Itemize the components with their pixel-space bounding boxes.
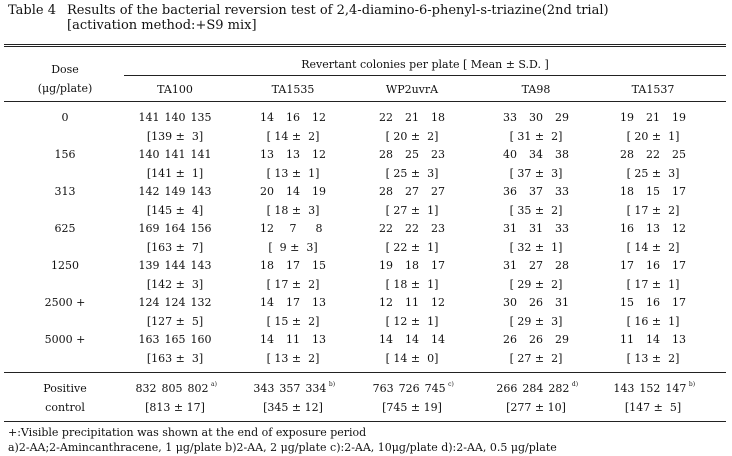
- plate-count: 284: [522, 382, 544, 395]
- plate-count: 18: [260, 259, 274, 272]
- plate-count: 805: [161, 382, 183, 395]
- plate-count: 144: [164, 259, 186, 272]
- plate-count: 28: [379, 185, 393, 198]
- plate-count: 13: [672, 333, 686, 346]
- dose-header: Dose: [51, 63, 79, 76]
- plate-counts: [353, 111, 471, 124]
- plate-count: 25: [672, 148, 686, 161]
- plate-count: 135: [190, 111, 212, 124]
- mean-sd: [ 27 ± 1]: [385, 204, 439, 217]
- plate-count: 26: [529, 296, 543, 309]
- mean-sd: [ 14 ± 0]: [385, 352, 439, 365]
- mean-sd: [163 ± 7]: [146, 241, 204, 254]
- mean-sd: [ 25 ± 3]: [385, 167, 439, 180]
- table-caption: [8, 3, 609, 33]
- mean-sd: [ 14 ± 2]: [626, 241, 680, 254]
- plate-count: 147: [665, 382, 687, 395]
- plate-count: 19: [672, 111, 686, 124]
- plate-counts: [477, 148, 595, 161]
- plate-counts: [116, 333, 234, 346]
- plate-counts: [116, 148, 234, 161]
- plate-count: 31: [503, 222, 517, 235]
- plate-counts: [477, 222, 595, 235]
- plate-count: 802: [187, 382, 209, 395]
- plate-count: 12: [260, 222, 274, 235]
- plate-count: 334: [305, 382, 327, 395]
- plate-counts: [477, 185, 595, 198]
- plate-counts: [234, 222, 352, 235]
- plate-count: 19: [312, 185, 326, 198]
- plate-counts: [353, 296, 471, 309]
- plate-count: 27: [405, 185, 419, 198]
- plate-count: 12: [312, 148, 326, 161]
- mean-sd: [145 ± 4]: [146, 204, 204, 217]
- mean-sd: [147 ± 5]: [624, 401, 682, 414]
- plate-counts: [353, 148, 471, 161]
- plate-count: 37: [529, 185, 543, 198]
- plate-count: 16: [620, 222, 634, 235]
- plate-count: 143: [190, 185, 212, 198]
- plate-count: 22: [646, 148, 660, 161]
- plate-count: 22: [379, 111, 393, 124]
- plate-count: 31: [555, 296, 569, 309]
- plate-count: 13: [312, 296, 326, 309]
- plate-count: 23: [431, 222, 445, 235]
- plate-count: 832: [135, 382, 157, 395]
- plate-counts: [353, 333, 471, 346]
- plate-count: 152: [639, 382, 661, 395]
- plate-count: 19: [620, 111, 634, 124]
- plate-count: 14: [286, 185, 300, 198]
- mean-sd: [127 ± 5]: [146, 315, 204, 328]
- plate-counts: [477, 259, 595, 272]
- plate-counts: [477, 333, 595, 346]
- dose-value: 0: [61, 111, 69, 124]
- plate-count: 141: [190, 148, 212, 161]
- plate-counts: [594, 111, 712, 124]
- plate-counts: [477, 382, 595, 395]
- mean-sd: [ 18 ± 1]: [385, 278, 439, 291]
- plate-count: 17: [620, 259, 634, 272]
- header-rule: [4, 101, 726, 102]
- mean-sd: [ 9 ± 3]: [268, 241, 318, 254]
- plate-counts: [116, 296, 234, 309]
- mean-sd: [813 ± 17]: [145, 401, 205, 414]
- plate-count: 17: [431, 259, 445, 272]
- mean-sd: [ 29 ± 2]: [509, 278, 563, 291]
- plate-count: 142: [138, 185, 160, 198]
- mean-sd: [163 ± 3]: [146, 352, 204, 365]
- plate-count: 140: [138, 148, 160, 161]
- plate-count: 18: [431, 111, 445, 124]
- mean-sd: [ 22 ± 1]: [385, 241, 439, 254]
- plate-count: 19: [379, 259, 393, 272]
- plate-count: 141: [138, 111, 160, 124]
- plate-count: 31: [503, 259, 517, 272]
- plate-count: 22: [379, 222, 393, 235]
- plate-count: 29: [555, 111, 569, 124]
- plate-count: 149: [164, 185, 186, 198]
- positive-control-label: control: [45, 401, 85, 414]
- plate-count: 18: [405, 259, 419, 272]
- plate-counts: [594, 296, 712, 309]
- mean-sd: [ 32 ± 1]: [509, 241, 563, 254]
- mean-sd: [ 14 ± 2]: [266, 130, 320, 143]
- plate-count: 16: [646, 296, 660, 309]
- footnote-marker: a): [211, 381, 217, 389]
- plate-count: 17: [672, 259, 686, 272]
- mean-sd: [277 ± 10]: [506, 401, 566, 414]
- mean-sd: [ 17 ± 1]: [626, 278, 680, 291]
- table-bottom-rule: [4, 421, 726, 422]
- mean-sd: [ 13 ± 2]: [266, 352, 320, 365]
- plate-count: 8: [315, 222, 323, 235]
- plate-counts: [353, 259, 471, 272]
- plate-count: 30: [503, 296, 517, 309]
- plate-count: 18: [620, 185, 634, 198]
- plate-counts: [234, 296, 352, 309]
- table-title: Results of the bacterial reversion test of 2,4-diamino-6-phenyl-s-triazine(2nd trial): [67, 3, 609, 18]
- strain-header: TA100: [157, 83, 193, 96]
- plate-count: 12: [312, 111, 326, 124]
- strain-header: TA98: [521, 83, 551, 96]
- plate-count: 7: [289, 222, 297, 235]
- plate-count: 28: [555, 259, 569, 272]
- plate-count: 12: [431, 296, 445, 309]
- mean-sd: [345 ± 12]: [263, 401, 323, 414]
- mean-sd: [ 17 ± 2]: [266, 278, 320, 291]
- mean-sd: [ 37 ± 3]: [509, 167, 563, 180]
- plate-count: 31: [529, 222, 543, 235]
- plate-count: 164: [164, 222, 186, 235]
- plate-count: 156: [190, 222, 212, 235]
- plate-counts: [594, 222, 712, 235]
- plate-count: 13: [260, 148, 274, 161]
- positive-rule: [4, 372, 726, 373]
- dose-value: 156: [54, 148, 76, 161]
- mean-sd: [ 29 ± 3]: [509, 315, 563, 328]
- plate-count: 141: [164, 148, 186, 161]
- plate-count: 40: [503, 148, 517, 161]
- plate-count: 20: [260, 185, 274, 198]
- plate-count: 13: [646, 222, 660, 235]
- plate-counts: [594, 259, 712, 272]
- plate-count: 36: [503, 185, 517, 198]
- plate-count: 169: [138, 222, 160, 235]
- plate-count: 17: [286, 296, 300, 309]
- plate-count: 15: [646, 185, 660, 198]
- plate-count: 15: [620, 296, 634, 309]
- mean-sd: [ 12 ± 1]: [385, 315, 439, 328]
- positive-control-label: Positive: [43, 382, 87, 395]
- plate-counts: [353, 185, 471, 198]
- plate-count: 165: [164, 333, 186, 346]
- plate-counts: [234, 111, 352, 124]
- footnote-marker: b): [328, 381, 336, 389]
- footnote-marker: d): [571, 381, 579, 389]
- plate-count: 763: [372, 382, 394, 395]
- plate-count: 21: [405, 111, 419, 124]
- plate-count: 14: [260, 296, 274, 309]
- plate-counts: [116, 382, 234, 395]
- plate-count: 282: [548, 382, 570, 395]
- plate-count: 124: [138, 296, 160, 309]
- plate-counts: [234, 333, 352, 346]
- dose-value: 2500 +: [44, 296, 86, 309]
- plate-counts: [594, 382, 712, 395]
- footnote-precipitation: +:Visible precipitation was shown at the end of exposure period: [8, 426, 367, 439]
- plate-count: 160: [190, 333, 212, 346]
- dose-value: 625: [54, 222, 76, 235]
- plate-count: 12: [379, 296, 393, 309]
- plate-count: 12: [672, 222, 686, 235]
- plate-count: 11: [620, 333, 634, 346]
- dose-value: 1250: [51, 259, 79, 272]
- dose-value: 313: [54, 185, 76, 198]
- plate-counts: [477, 111, 595, 124]
- strain-header: WP2uvrA: [385, 83, 439, 96]
- plate-count: 726: [398, 382, 420, 395]
- plate-count: 745: [424, 382, 446, 395]
- revertant-group-header: Revertant colonies per plate [ Mean ± S.D. ]: [301, 58, 549, 71]
- plate-count: 14: [260, 111, 274, 124]
- plate-counts: [234, 185, 352, 198]
- plate-counts: [116, 222, 234, 235]
- group-rule: [124, 75, 726, 76]
- footnote-marker: b): [688, 381, 696, 389]
- plate-count: 16: [286, 111, 300, 124]
- mean-sd: [ 27 ± 2]: [509, 352, 563, 365]
- plate-counts: [594, 333, 712, 346]
- plate-count: 163: [138, 333, 160, 346]
- mean-sd: [139 ± 3]: [146, 130, 204, 143]
- plate-count: 33: [555, 185, 569, 198]
- plate-count: 11: [286, 333, 300, 346]
- plate-count: 14: [646, 333, 660, 346]
- plate-count: 14: [379, 333, 393, 346]
- plate-count: 11: [405, 296, 419, 309]
- plate-counts: [234, 382, 352, 395]
- plate-count: 34: [529, 148, 543, 161]
- mean-sd: [ 16 ± 1]: [626, 315, 680, 328]
- plate-count: 26: [503, 333, 517, 346]
- plate-count: 17: [672, 185, 686, 198]
- plate-counts: [234, 259, 352, 272]
- plate-count: 27: [431, 185, 445, 198]
- plate-count: 143: [190, 259, 212, 272]
- plate-count: 14: [431, 333, 445, 346]
- mean-sd: [ 35 ± 2]: [509, 204, 563, 217]
- mean-sd: [ 18 ± 3]: [266, 204, 320, 217]
- plate-count: 17: [672, 296, 686, 309]
- plate-count: 266: [496, 382, 518, 395]
- plate-count: 15: [312, 259, 326, 272]
- plate-counts: [116, 259, 234, 272]
- mean-sd: [ 15 ± 2]: [266, 315, 320, 328]
- mean-sd: [ 20 ± 1]: [626, 130, 680, 143]
- mean-sd: [ 25 ± 3]: [626, 167, 680, 180]
- plate-count: 29: [555, 333, 569, 346]
- plate-count: 124: [164, 296, 186, 309]
- plate-count: 13: [312, 333, 326, 346]
- strain-header: TA1535: [271, 83, 315, 96]
- plate-count: 17: [286, 259, 300, 272]
- plate-count: 33: [555, 222, 569, 235]
- plate-counts: [594, 148, 712, 161]
- plate-count: 28: [379, 148, 393, 161]
- plate-count: 28: [620, 148, 634, 161]
- plate-count: 22: [405, 222, 419, 235]
- plate-counts: [353, 222, 471, 235]
- plate-count: 343: [253, 382, 275, 395]
- strain-header: TA1537: [631, 83, 675, 96]
- plate-count: 357: [279, 382, 301, 395]
- plate-count: 26: [529, 333, 543, 346]
- plate-count: 139: [138, 259, 160, 272]
- plate-counts: [116, 185, 234, 198]
- plate-count: 143: [613, 382, 635, 395]
- plate-count: 25: [405, 148, 419, 161]
- plate-counts: [234, 148, 352, 161]
- mean-sd: [ 13 ± 1]: [266, 167, 320, 180]
- plate-count: 30: [529, 111, 543, 124]
- footnote-positive-controls: a)2-AA;2-Amincanthracene, 1 μg/plate b)2-AA, 2 μg/plate c):2-AA, 10μg/plate d):2-AA, 0.5 μg/plate: [8, 441, 557, 454]
- plate-count: 21: [646, 111, 660, 124]
- plate-count: 23: [431, 148, 445, 161]
- dose-unit-header: (μg/plate): [37, 82, 93, 95]
- mean-sd: [745 ± 19]: [382, 401, 442, 414]
- plate-count: 38: [555, 148, 569, 161]
- plate-counts: [594, 185, 712, 198]
- mean-sd: [ 31 ± 2]: [509, 130, 563, 143]
- plate-count: 27: [529, 259, 543, 272]
- plate-count: 14: [260, 333, 274, 346]
- table-subtitle: [activation method:+S9 mix]: [67, 18, 257, 33]
- plate-counts: [353, 382, 471, 395]
- table-number: Table 4: [8, 3, 56, 18]
- plate-counts: [116, 111, 234, 124]
- plate-count: 13: [286, 148, 300, 161]
- dose-value: 5000 +: [44, 333, 86, 346]
- plate-count: 33: [503, 111, 517, 124]
- plate-count: 132: [190, 296, 212, 309]
- mean-sd: [ 17 ± 2]: [626, 204, 680, 217]
- plate-count: 16: [646, 259, 660, 272]
- plate-count: 140: [164, 111, 186, 124]
- mean-sd: [141 ± 1]: [146, 167, 204, 180]
- table-top-rule: [4, 44, 726, 47]
- mean-sd: [142 ± 3]: [146, 278, 204, 291]
- plate-count: 14: [405, 333, 419, 346]
- mean-sd: [ 13 ± 2]: [626, 352, 680, 365]
- mean-sd: [ 20 ± 2]: [385, 130, 439, 143]
- plate-counts: [477, 296, 595, 309]
- footnote-marker: c): [448, 381, 454, 389]
